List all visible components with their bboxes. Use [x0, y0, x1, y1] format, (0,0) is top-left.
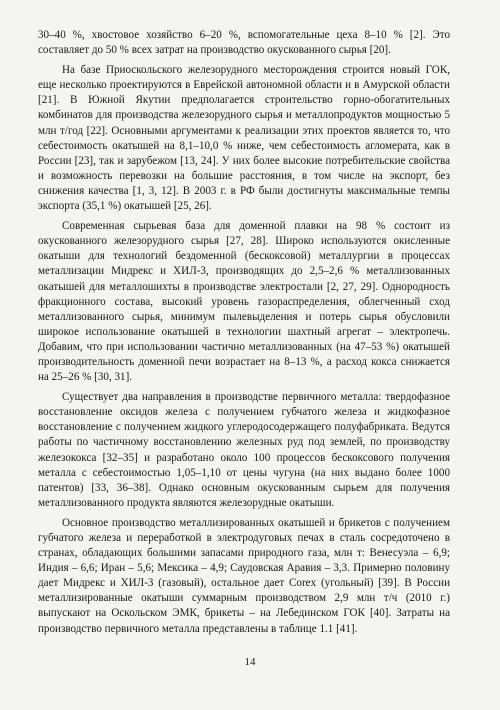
- paragraph-4: Существует два направления в производстве первичного металла: твердофазное восстановление оксидов железа с получением губчатого железа и жидкофазное восстановление с получением жидкого углеродосодержащего полуфабриката. Ведутся работы по частичному восстановлению железных руд под землей, по производству железококса [32–35] и разработано около 100 процессов бескоксового получения металла с себестоимостью 1,05–1,10 от цены чугуна (на них выдано более 1000 патентов) [33, 36–38]. Однако основным окускованным сырьем для получения металлизованного продукта являются железорудные окатыши.: [38, 391, 450, 509]
- paragraph-1: 30–40 %, хвостовое хозяйство 6–20 %, вспомогательные цеха 8–10 % [2]. Это составляет до 50 % всех затрат на производство окускованного сырья [20].: [38, 29, 450, 57]
- page-number: 14: [244, 656, 256, 668]
- paragraph-3: Современная сырьевая база для доменной плавки на 98 % состоит из окускованного железорудного сырья [27, 28]. Широко используются окисленные окатыши для технологий бездоменной (бескоксовой) металлургии в процессах металлизации Мидрекс и ХИЛ-3, производящих до 2,5–2,6 % металлизованных окатышей для металлошихты в производстве электростали [2, 27, 29]. Однородность фракционного состава, высокий уровень газораспределения, облегченный сход металлизованного сырья, минимум пылевыделения и потерь сырья обусловили широкое использование окатышей в технологии шахтный агрегат – электропечь. Добавим, что при использовании частично металлизованных (на 47–53 %) окатышей производительность доменной печи возрастает на 8–13 %, а расход кокса снижается на 25–26 % [30, 31].: [38, 220, 450, 384]
- body-text: [38, 28, 450, 637]
- paragraph-2: На базе Приоскольского железорудного месторождения строится новый ГОК, еще несколько проектируются в Еврейской автономной области и в Амурской области [21]. В Южной Якутии предполагается строительство горно-обогатительных комбинатов для производства железорудного сырья и металлопродуктов мощностью 5 млн т/год [22]. Основными аргументами к реализации этих проектов является то, что себестоимость окатышей на 8,1–10,0 % ниже, чем себестоимость агломерата, как в России [23], так и зарубежом [13, 24]. У них более высокие потребительские свойства и возможность перевозки на большие расстояния, в том числе на экспорт, без снижения качества [1, 3, 12]. В 2003 г. в РФ были достигнуты максимальные темпы экспорта (35,1 %) окатышей [25, 26].: [38, 64, 450, 213]
- paragraph-5: Основное производство металлизированных окатышей и брикетов с получением губчатого железа и переработкой в электродуговых печах в сталь сосредоточено в странах, обладающих большими запасами природного газа, млн т: Венесуэла – 6,9; Индия – 6,6; Иран – 5,6; Мексика – 4,9; Саудовская Аравия – 3,3. Примерно половину дает Мидрекс и ХИЛ-3 (газовый), остальное дает Corex (угольный) [39]. В России металлизированные окатыши суммарным производством 2,9 млн т/ч (2010 г.) выпускают на Оскольском ЭМК, брикеты – на Лебединском ГОК [40]. Затраты на производство первичного металла представлены в таблице 1.1 [41].: [38, 516, 450, 635]
